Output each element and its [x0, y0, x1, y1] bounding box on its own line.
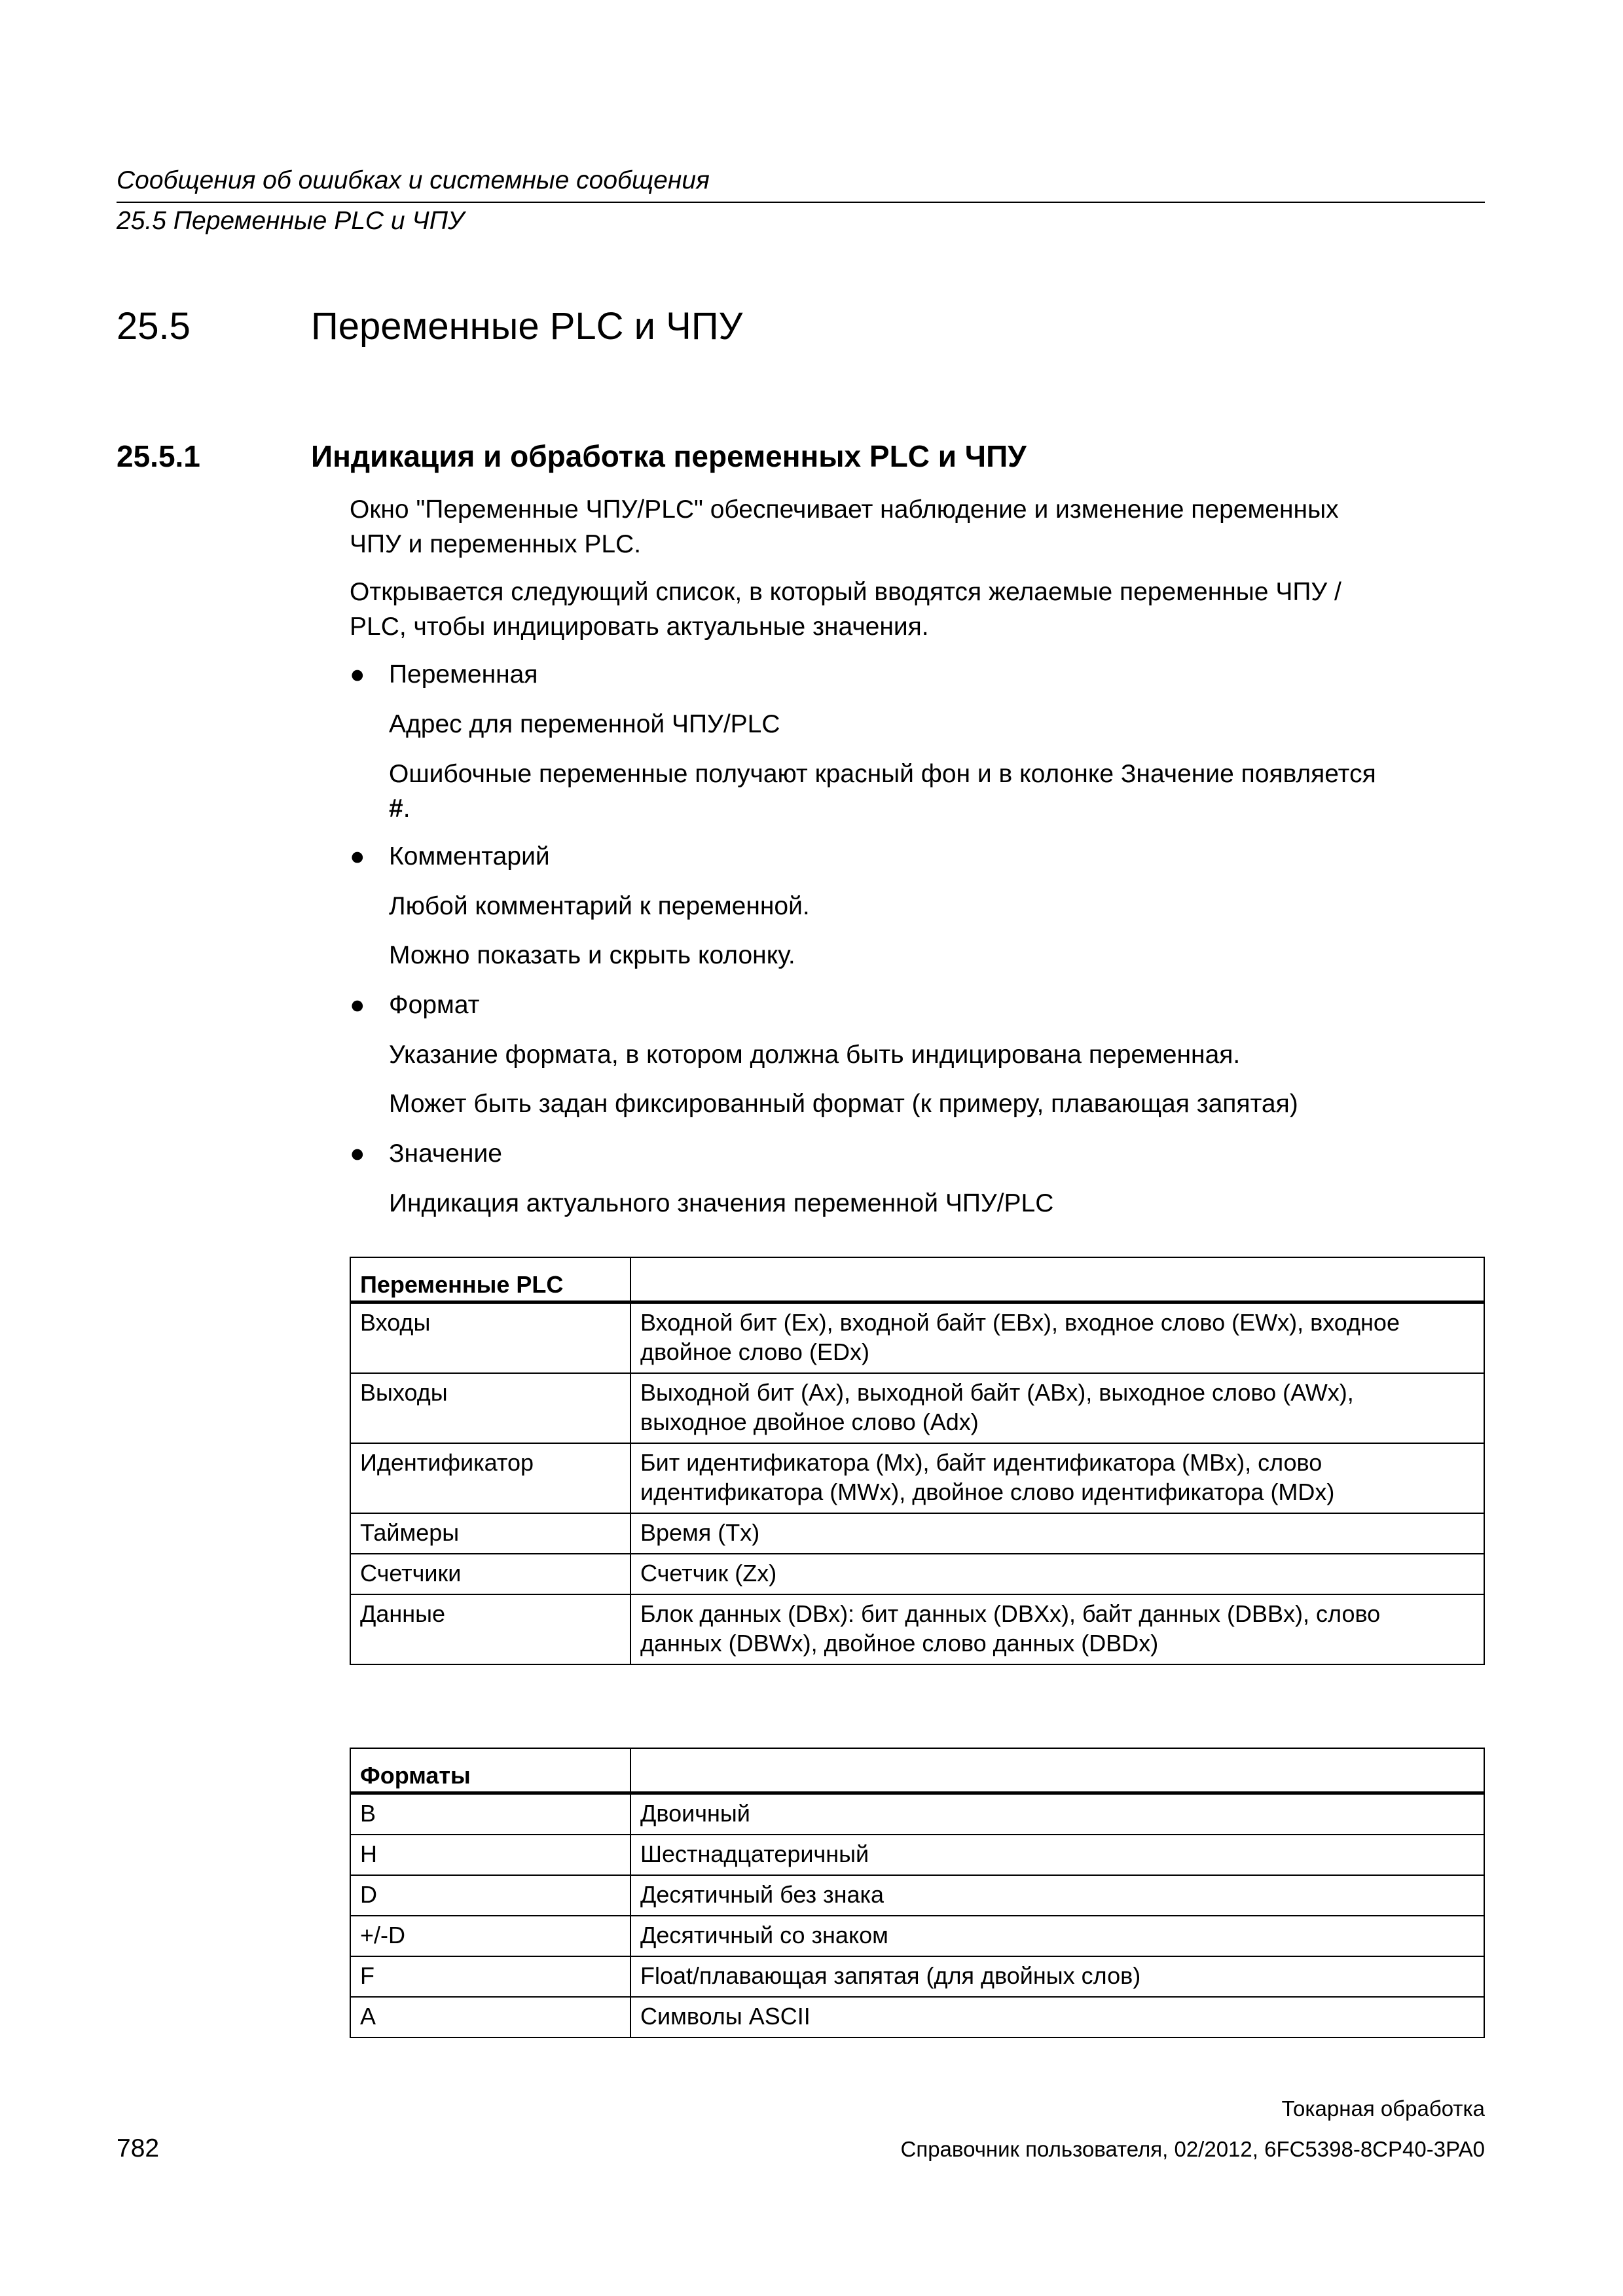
bullet-item-value [350, 1136, 502, 1171]
text-line: Открывается следующий список, в который вводятся желаемые переменные ЧПУ / [350, 578, 1341, 606]
table-header-row [350, 1748, 1484, 1793]
table-cell-key: H [350, 1835, 630, 1875]
bullet-text: Можно показать и скрыть колонку. [389, 941, 795, 969]
text-line: данных (DBWx), двойное слово данных (DBDx) [640, 1630, 1159, 1657]
text-line [389, 791, 1495, 826]
table-cell-key: +/-D [350, 1916, 630, 1956]
text-line: Ошибочные переменные получают красный фон и в колонке Значение появляется [389, 760, 1376, 788]
text-line: ЧПУ и переменных PLC. [350, 530, 642, 558]
table-cell-key: Данные [350, 1594, 630, 1664]
table-row [350, 1916, 1484, 1956]
running-header-chapter: Сообщения об ошибках и системные сообщения [117, 166, 710, 194]
table-cell-value [630, 1373, 1484, 1443]
subsection-title: Индикация и обработка переменных PLC и ЧПУ [311, 439, 1027, 473]
bullet-dot-icon: ● [350, 660, 365, 689]
subsection-number: 25.5.1 [117, 439, 200, 473]
footer-manual: Справочник пользователя, 02/2012, 6FC5398-8CP40-3PA0 [900, 2137, 1485, 2161]
table-row [350, 1835, 1484, 1875]
table-cell-key: A [350, 1997, 630, 2037]
bullet-text: Любой комментарий к переменной. [389, 892, 810, 920]
table-header-cell: Форматы [350, 1748, 630, 1793]
table-row [350, 1997, 1484, 2037]
bullet-dot-icon: ● [350, 842, 365, 870]
bullet-item-comment [350, 839, 550, 874]
table-cell-key: B [350, 1793, 630, 1835]
page-number: 782 [117, 2134, 160, 2162]
bullet-item-variable [350, 657, 538, 692]
table-cell-value: Float/плавающая запятая (для двойных слов) [630, 1956, 1484, 1997]
table-cell-key: Таймеры [350, 1513, 630, 1554]
table-row [350, 1373, 1484, 1443]
running-header-section: 25.5 Переменные PLC и ЧПУ [117, 207, 464, 235]
bullet-title: Переменная [389, 660, 538, 689]
table-row [350, 1956, 1484, 1997]
bullet-item-format [350, 988, 480, 1022]
text-line: PLC, чтобы индицировать актуальные значения. [350, 613, 929, 641]
table-cell-value: Время (Tx) [630, 1513, 1484, 1554]
table-cell-key: Идентификатор [350, 1443, 630, 1513]
intro-paragraph-2 [350, 575, 1489, 644]
table-row [350, 1443, 1484, 1513]
table-cell-key: F [350, 1956, 630, 1997]
table-cell-key: Счетчики [350, 1554, 630, 1594]
text-line: Выходной бит (Ax), выходной байт (ABx), выходное слово (AWx), [640, 1379, 1354, 1406]
text-line: Блок данных (DBx): бит данных (DBXx), байт данных (DBBx), слово [640, 1600, 1381, 1627]
table-row [350, 1302, 1484, 1374]
table-cell-value [630, 1594, 1484, 1664]
footer-product: Токарная обработка [1281, 2096, 1485, 2121]
table-row [350, 1594, 1484, 1664]
table-cell-value: Десятичный без знака [630, 1875, 1484, 1916]
bullet-text [389, 757, 1495, 826]
table-cell-value [630, 1302, 1484, 1374]
bullet-text: Может быть задан фиксированный формат (к примеру, плавающая запятая) [389, 1090, 1298, 1118]
table-cell-key: D [350, 1875, 630, 1916]
table-cell-value: Десятичный со знаком [630, 1916, 1484, 1956]
intro-paragraph-1 [350, 492, 1489, 562]
hash-symbol: # [389, 795, 403, 823]
table-row [350, 1875, 1484, 1916]
formats-table [350, 1748, 1485, 2038]
bullet-dot-icon: ● [350, 991, 365, 1019]
plc-variables-table [350, 1257, 1485, 1665]
table-cell-value [630, 1443, 1484, 1513]
table-row [350, 1554, 1484, 1594]
bullet-text: Указание формата, в котором должна быть индицирована переменная. [389, 1041, 1241, 1069]
text-line: Бит идентификатора (Mx), байт идентификатора (MBx), слово [640, 1449, 1322, 1476]
table-cell-value: Символы ASCII [630, 1997, 1484, 2037]
table-header-cell-empty [630, 1257, 1484, 1302]
table-header-cell: Переменные PLC [350, 1257, 630, 1302]
bullet-title: Формат [389, 991, 480, 1019]
text-line: Входной бит (Ex), входной байт (EBx), входное слово (EWx), входное [640, 1309, 1400, 1336]
table-cell-value: Счетчик (Zx) [630, 1554, 1484, 1594]
text-line: Окно "Переменные ЧПУ/PLC" обеспечивает наблюдение и изменение переменных [350, 495, 1339, 524]
bullet-title: Комментарий [389, 842, 550, 870]
bullet-title: Значение [389, 1139, 502, 1168]
hash-tail: . [403, 795, 410, 823]
table-header-cell-empty [630, 1748, 1484, 1793]
table-row [350, 1513, 1484, 1554]
bullet-text: Адрес для переменной ЧПУ/PLC [389, 710, 780, 738]
table-cell-key: Выходы [350, 1373, 630, 1443]
table-cell-key: Входы [350, 1302, 630, 1374]
text-line: выходное двойное слово (Adx) [640, 1408, 979, 1435]
text-line: двойное слово (EDx) [640, 1338, 869, 1365]
table-header-row [350, 1257, 1484, 1302]
table-cell-value: Шестнадцатеричный [630, 1835, 1484, 1875]
text-line: идентификатора (MWx), двойное слово идентификатора (MDx) [640, 1479, 1335, 1505]
header-rule [117, 202, 1485, 203]
table-row [350, 1793, 1484, 1835]
bullet-dot-icon: ● [350, 1139, 365, 1168]
table-cell-value: Двоичный [630, 1793, 1484, 1835]
section-number: 25.5 [117, 305, 191, 348]
section-title: Переменные PLC и ЧПУ [311, 305, 743, 348]
bullet-text: Индикация актуального значения переменной ЧПУ/PLC [389, 1189, 1054, 1217]
